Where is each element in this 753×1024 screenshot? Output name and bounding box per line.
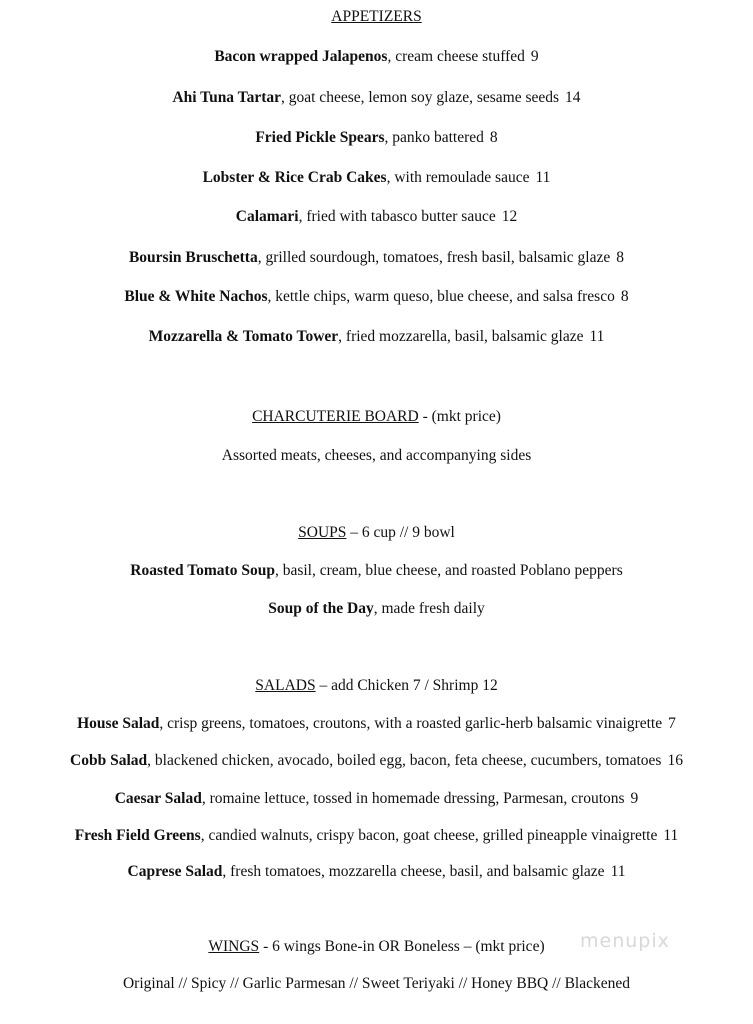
menu-item: Mozzarella & Tomato Tower, fried mozzarella, basil, balsamic glaze 11 [148, 328, 605, 345]
wings-heading: WINGS - 6 wings Bone-in OR Boneless – (mkt price) [208, 938, 545, 955]
salads-heading: SALADS – add Chicken 7 / Shrimp 12 [255, 677, 498, 694]
watermark: menupix [580, 930, 670, 952]
menu-item: Bacon wrapped Jalapenos, cream cheese stuffed 9 [214, 48, 539, 65]
menu-item: Fried Pickle Spears, panko battered 8 [255, 129, 498, 146]
menu-item: Soup of the Day, made fresh daily [268, 600, 485, 617]
menu-item: House Salad, crisp greens, tomatoes, croutons, with a roasted garlic-herb balsamic vinaigrette 7 [77, 715, 676, 732]
menu-item: Cobb Salad, blackened chicken, avocado, boiled egg, bacon, feta cheese, cucumbers, tomatoes 16 [70, 752, 683, 769]
menu-item: Caesar Salad, romaine lettuce, tossed in homemade dressing, Parmesan, croutons 9 [114, 790, 639, 807]
menu-item: Roasted Tomato Soup, basil, cream, blue cheese, and roasted Poblano peppers [130, 562, 623, 579]
charcuterie-description: Assorted meats, cheeses, and accompanying sides [221, 447, 532, 464]
menu-item: Fresh Field Greens, candied walnuts, crispy bacon, goat cheese, grilled pineapple vinaigrette 11 [74, 827, 679, 844]
soups-heading: SOUPS – 6 cup // 9 bowl [298, 524, 455, 541]
charcuterie-heading: CHARCUTERIE BOARD - (mkt price) [252, 408, 501, 425]
appetizers-heading: APPETIZERS [331, 8, 422, 25]
menu-item: Caprese Salad, fresh tomatoes, mozzarella cheese, basil, and balsamic glaze 11 [127, 863, 626, 880]
wings-flavors: Original // Spicy // Garlic Parmesan // Sweet Teriyaki // Honey BBQ // Blackened [122, 975, 630, 992]
menu-item: Boursin Bruschetta, grilled sourdough, tomatoes, fresh basil, balsamic glaze 8 [128, 249, 625, 266]
menu-item: Lobster & Rice Crab Cakes, with remoulade sauce 11 [202, 169, 551, 186]
menu-item: Ahi Tuna Tartar, goat cheese, lemon soy glaze, sesame seeds 14 [172, 89, 581, 106]
menu-item: Calamari, fried with tabasco butter sauce 12 [235, 208, 518, 225]
menu-item: Blue & White Nachos, kettle chips, warm queso, blue cheese, and salsa fresco 8 [124, 288, 629, 305]
